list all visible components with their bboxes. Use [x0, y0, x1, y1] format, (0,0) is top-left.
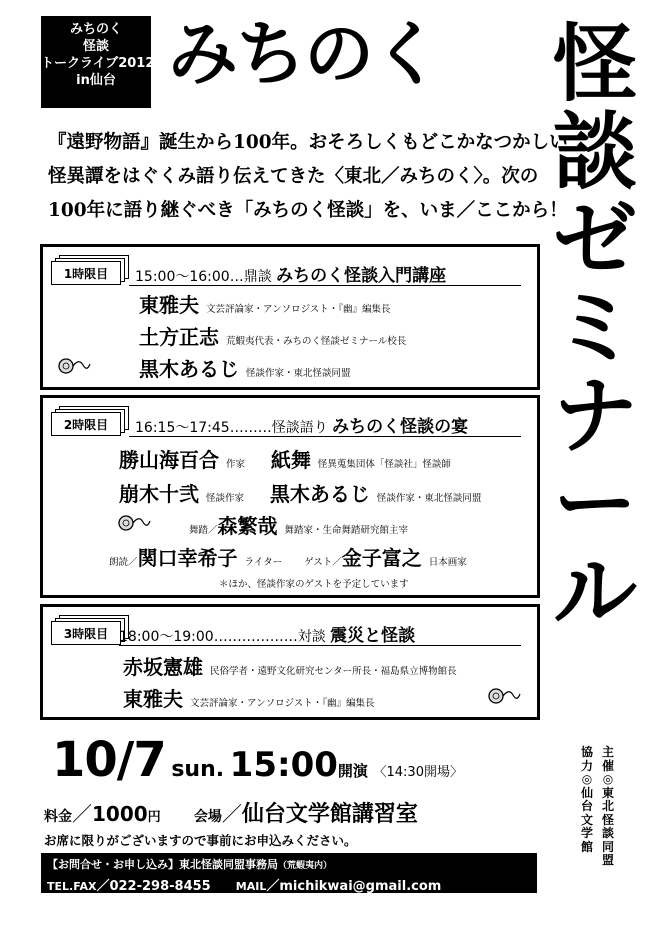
speaker-role: 民俗学者・遠野文化研究センター所長・福島県立博物館長	[209, 666, 457, 677]
speaker-name: 黒木あるじ	[139, 357, 239, 381]
speaker	[123, 683, 375, 712]
organizer-host	[601, 746, 615, 868]
session-kind: 鼎談	[243, 269, 272, 285]
performer-row	[119, 478, 481, 507]
performer-name: 森繁哉	[217, 514, 278, 538]
session-tab-label: 2時限目	[63, 418, 109, 432]
event-doors: 〈14:30開場〉	[373, 765, 463, 780]
event-datetime	[52, 732, 463, 788]
vertical-title	[535, 14, 655, 641]
mail-label: MAIL	[235, 880, 267, 893]
label-line: トークライブ2012	[41, 56, 155, 71]
label-line: みちのく	[69, 22, 122, 37]
fee-venue-line: 料金／1000円 会場／仙台文学館講習室	[44, 802, 418, 827]
event-start-label: 開演	[337, 762, 368, 780]
session-heading	[135, 261, 446, 286]
performer-prefix: 朗読	[109, 557, 129, 568]
performer-row: 朗読／関口幸希子 ライター ゲスト／金子富之 日本画家	[109, 546, 467, 570]
organizer-char: ◎	[602, 772, 614, 786]
organizer-char: 東	[601, 785, 614, 800]
performer-prefix: ゲスト	[304, 557, 333, 568]
session-3	[40, 604, 540, 720]
organizer-char: 館	[580, 839, 593, 854]
session-dots: ………………	[213, 629, 298, 645]
performer-role: 怪異蒐集団体「怪談社」怪談師	[317, 459, 451, 470]
performer-prefix: 舞踏	[189, 525, 209, 536]
venue-name: 仙台文学館講習室	[241, 802, 418, 827]
performer-role: 作家	[225, 459, 245, 470]
performer-role: ライター	[244, 557, 283, 568]
vertical-title-char: ミ	[552, 278, 637, 377]
divider	[129, 436, 521, 437]
organizer-char: 文	[580, 812, 593, 827]
speaker-name: 東雅夫	[123, 687, 183, 711]
event-date: 10/7	[52, 732, 166, 788]
organizer-char: 力	[580, 758, 593, 773]
session-dots: ………	[229, 420, 272, 436]
session-tab	[51, 615, 129, 645]
organizer-char: ◎	[581, 772, 593, 786]
speaker-role: 荒蝦夷代表・みちのく怪談ゼミナール校長	[225, 336, 407, 347]
reservation-note: お席に限りがございますので事前にお申込みください。	[44, 833, 357, 848]
intro-line: 『遠野物語』誕生から100年。おそろしくもどこかなつかしい	[48, 132, 568, 153]
speaker	[123, 651, 457, 680]
session-tab	[51, 255, 129, 285]
performer-role: 怪談作家	[205, 493, 244, 504]
session-dots: …	[229, 269, 244, 285]
organizer-char: 催	[601, 758, 614, 773]
session-1	[40, 244, 540, 390]
session-time: 15:00～16:00	[135, 269, 230, 285]
event-weekday: sun.	[171, 757, 225, 782]
event-label-box	[41, 16, 155, 108]
organizer-char: 怪	[601, 812, 614, 827]
session-tab-label: 1時限目	[63, 267, 109, 281]
divider	[129, 285, 521, 286]
performer-name: 関口幸希子	[137, 546, 238, 570]
tel-number: 022-298-8455	[109, 879, 211, 894]
performer-name: 紙舞	[270, 448, 311, 472]
session-2	[40, 395, 540, 598]
performer-role: 怪談作家・東北怪談同盟	[376, 493, 482, 504]
session-note: ＊ほか、怪談作家のゲストを予定しています	[219, 579, 409, 590]
organizer-coop	[580, 746, 594, 854]
organizer-char: 同	[601, 839, 614, 854]
pocket-watch-icon	[57, 355, 91, 375]
performer-name: 勝山海百合	[119, 448, 219, 472]
contact-heading: 【お問合せ・お申し込み】東北怪談同盟事務局	[47, 858, 278, 871]
fee-unit: 円	[147, 810, 161, 825]
organizer-char: 盟	[601, 853, 614, 867]
page-title: みちのく	[168, 12, 440, 95]
session-tab	[51, 406, 129, 436]
label-line: 怪談	[82, 39, 109, 54]
intro-text	[48, 126, 568, 228]
session-time: 16:15～17:45	[135, 420, 230, 436]
divider	[119, 645, 521, 646]
performer-role: 日本画家	[428, 557, 467, 568]
performer-name: 黒木あるじ	[269, 482, 370, 506]
mail-address: michikwai@gmail.com	[279, 879, 442, 894]
speaker	[139, 321, 406, 350]
contact-box: 【お問合せ・お申し込み】東北怪談同盟事務局（荒蝦夷内） TEL.FAX／022-298-8455 MAIL／michikwai@gmail.com	[41, 853, 537, 893]
speaker	[139, 353, 350, 382]
vertical-title-char: ル	[552, 542, 637, 641]
performer-role: 舞踏家・生命舞踏研究館主宰	[284, 525, 409, 536]
speaker	[139, 289, 391, 318]
session-heading	[119, 621, 415, 646]
session-heading	[135, 412, 468, 437]
speaker-name: 土方正志	[139, 325, 219, 349]
performer-name: 金子富之	[341, 546, 422, 570]
vertical-title-char: ナ	[552, 366, 637, 465]
fee-label: 料金	[44, 809, 72, 825]
speaker-role: 怪談作家・東北怪談同盟	[245, 368, 351, 379]
intro-line: 100年に語り継ぐべき「みちのく怪談」を、いま／ここから！	[48, 200, 568, 221]
fee-amount: 1000	[92, 802, 148, 826]
speaker-name: 赤坂憲雄	[123, 655, 203, 679]
pocket-watch-icon	[117, 512, 151, 532]
organizer-char: 北	[601, 799, 614, 813]
session-kind: 怪談語り	[271, 420, 328, 436]
organizer-char: 主	[601, 745, 614, 759]
vertical-title-char: 怪	[552, 14, 637, 113]
vertical-title-char: ー	[552, 454, 637, 553]
speaker-role: 文芸評論家・アンソロジスト・『幽』編集長	[189, 698, 375, 709]
performer-row: 舞踏／森繁哉 舞踏家・生命舞踏研究館主宰	[189, 514, 409, 538]
vertical-title-char: ゼ	[552, 190, 637, 289]
label-line: in仙台	[76, 73, 116, 88]
contact-heading-sub: （荒蝦夷内）	[278, 861, 333, 871]
organizer-char: 学	[580, 826, 593, 840]
performer-name: 崩木十弐	[119, 482, 199, 506]
session-title: みちのく怪談の宴	[332, 417, 469, 437]
performer-row	[119, 444, 451, 473]
organizer-char: 台	[580, 799, 593, 813]
speaker-name: 東雅夫	[139, 293, 199, 317]
organizer-char: 談	[601, 826, 614, 840]
session-time: 18:00～19:00	[119, 629, 214, 645]
session-tab-label: 3時限目	[63, 627, 109, 641]
venue-label: 会場	[193, 809, 222, 825]
event-start-time: 15:00	[229, 745, 338, 785]
vertical-title-char: 談	[552, 102, 637, 201]
tel-label: TEL.FAX	[47, 880, 97, 893]
pocket-watch-icon	[487, 685, 521, 705]
session-kind: 対談	[297, 629, 326, 645]
organizer-char: 協	[580, 745, 593, 759]
intro-line: 怪異譚をはぐくみ語り伝えてきた〈東北／みちのく〉。次の	[48, 166, 539, 187]
organizer-char: 仙	[580, 785, 593, 800]
session-title: みちのく怪談入門講座	[276, 266, 447, 286]
session-title: 震災と怪談	[330, 626, 416, 646]
speaker-role: 文芸評論家・アンソロジスト・『幽』編集長	[205, 304, 391, 315]
